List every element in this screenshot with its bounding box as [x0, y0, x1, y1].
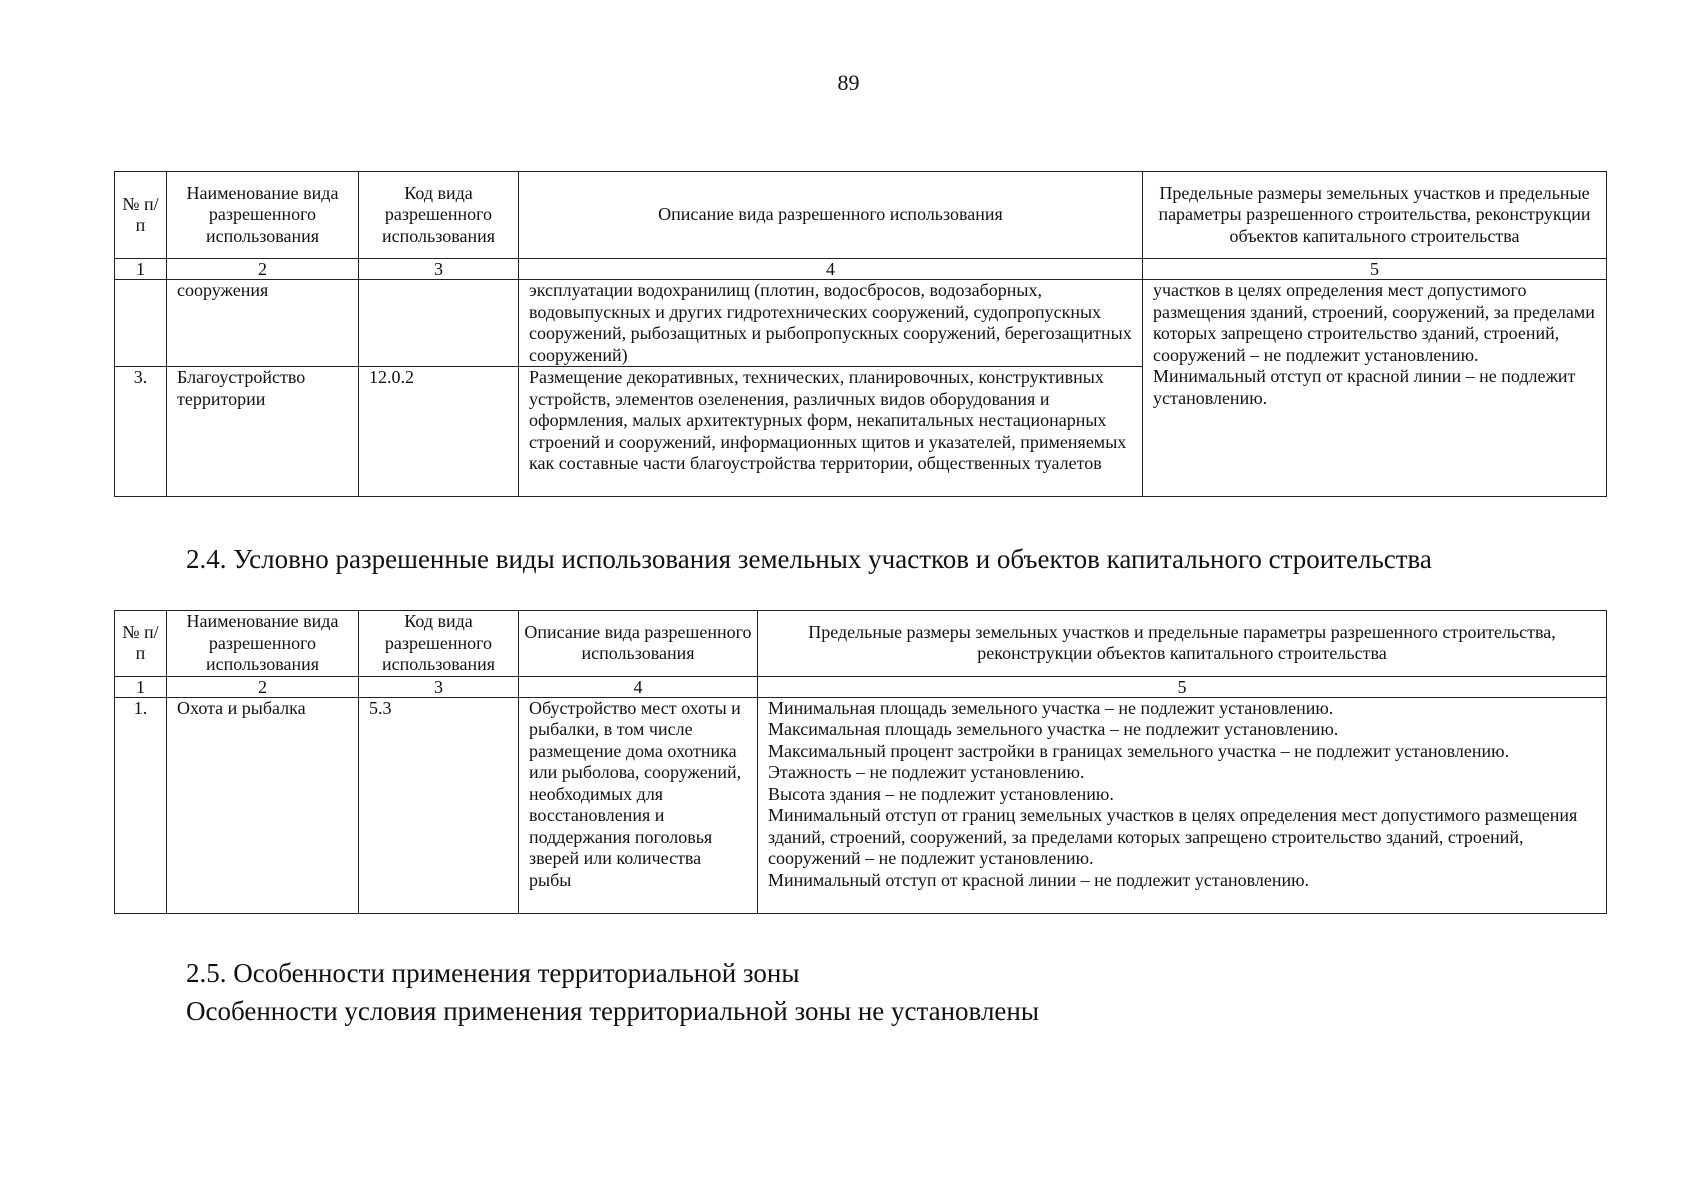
column-number: 5 [1143, 259, 1607, 280]
row-code [359, 280, 519, 367]
table-header-row [115, 172, 1607, 259]
limit-line: Минимальный отступ от границ земельных участков в целях определения мест допустимого размещения зданий, строений, сооружений, за пределами которых запрещено строительство зданий, строений, сооружений – не подлежит установлению. [768, 805, 1578, 868]
limit-line: участков в целях определения мест допустимого размещения зданий, строений, сооружений, за пределами которых запрещено строительство зданий, строений, сооружений – не подлежит установлению. [1153, 280, 1595, 365]
header-num: № п/п [115, 172, 167, 259]
column-number: 5 [758, 676, 1607, 697]
header-limits: Предельные размеры земельных участков и предельные параметры разрешенного строительства, реконструкции объектов капитального строительства [758, 611, 1607, 677]
row-description: Обустройство мест охоты и рыбалки, в том числе размещение дома охотника или рыболова, сооружений, необходимых для восстановления и поддержания поголовья зверей или количества рыбы [519, 697, 758, 913]
row-num: 1. [115, 697, 167, 913]
table-row [115, 280, 1607, 367]
table-header-row [115, 611, 1607, 677]
limit-line: Максимальная площадь земельного участка – не подлежит установлению. [768, 719, 1339, 739]
column-number: 2 [167, 676, 359, 697]
limit-line: Минимальный отступ от красной линии – не подлежит установлению. [768, 869, 1310, 890]
limit-line: Этажность – не подлежит установлению. [768, 762, 1085, 782]
header-name: Наименование вида разрешенного использования [167, 611, 359, 677]
row-name: Благоустройство территории [167, 367, 359, 497]
row-num [115, 280, 167, 367]
column-number-row [115, 676, 1607, 697]
section-2-5-text: Особенности условия применения территориальной зоны не установлены [186, 996, 1039, 1026]
row-name: сооружения [167, 280, 359, 367]
column-number: 4 [519, 676, 758, 697]
table-conditional-uses [114, 610, 1607, 914]
section-heading-2-4: 2.4. Условно разрешенные виды использования земельных участков и объектов капитального строительства [186, 544, 1432, 574]
header-code: Код вида разрешенного использования [359, 611, 519, 677]
column-number: 2 [167, 259, 359, 280]
header-code: Код вида разрешенного использования [359, 172, 519, 259]
row-limits-merged [1143, 280, 1607, 497]
header-description: Описание вида разрешенного использования [519, 611, 758, 677]
table-row [115, 697, 1607, 913]
limit-line: Минимальный отступ от красной линии – не подлежит установлению. [1153, 366, 1576, 408]
column-number-row [115, 259, 1607, 280]
limit-line: Минимальная площадь земельного участка – не подлежит установлению. [768, 697, 1334, 718]
column-number: 1 [115, 259, 167, 280]
row-limits [758, 697, 1607, 913]
section-heading-2-5: 2.5. Особенности применения территориальной зоны [186, 958, 800, 988]
row-code: 12.0.2 [359, 367, 519, 497]
row-name: Охота и рыбалка [167, 697, 359, 913]
table-permitted-uses-continued [114, 171, 1607, 497]
column-number: 1 [115, 676, 167, 697]
column-number: 4 [519, 259, 1143, 280]
row-description: эксплуатации водохранилищ (плотин, водосбросов, водозаборных, водовыпускных и других гидротехнических сооружений, судопропускных сооружений, рыбозащитных и рыбопропускных сооружений, берегозащитных сооружений) [519, 280, 1143, 367]
column-number: 3 [359, 676, 519, 697]
row-code: 5.3 [359, 697, 519, 913]
column-number: 3 [359, 259, 519, 280]
header-description: Описание вида разрешенного использования [519, 172, 1143, 259]
row-description: Размещение декоративных, технических, планировочных, конструктивных устройств, элементов озеленения, различных видов оборудования и оформления, малых архитектурных форм, некапитальных нестационарных строений и сооружений, информационных щитов и указателей, применяемых как составные части благоустройства территории, общественных туалетов [519, 367, 1143, 497]
row-num: 3. [115, 367, 167, 497]
page-number: 89 [837, 70, 860, 95]
header-limits: Предельные размеры земельных участков и предельные параметры разрешенного строительства, реконструкции объектов капитального строительства [1143, 172, 1607, 259]
limit-line: Высота здания – не подлежит установлению. [768, 783, 1114, 804]
limit-line: Максимальный процент застройки в границах земельного участка – не подлежит установлению. [768, 740, 1510, 761]
header-num: № п/п [115, 611, 167, 677]
header-name: Наименование вида разрешенного использования [167, 172, 359, 259]
